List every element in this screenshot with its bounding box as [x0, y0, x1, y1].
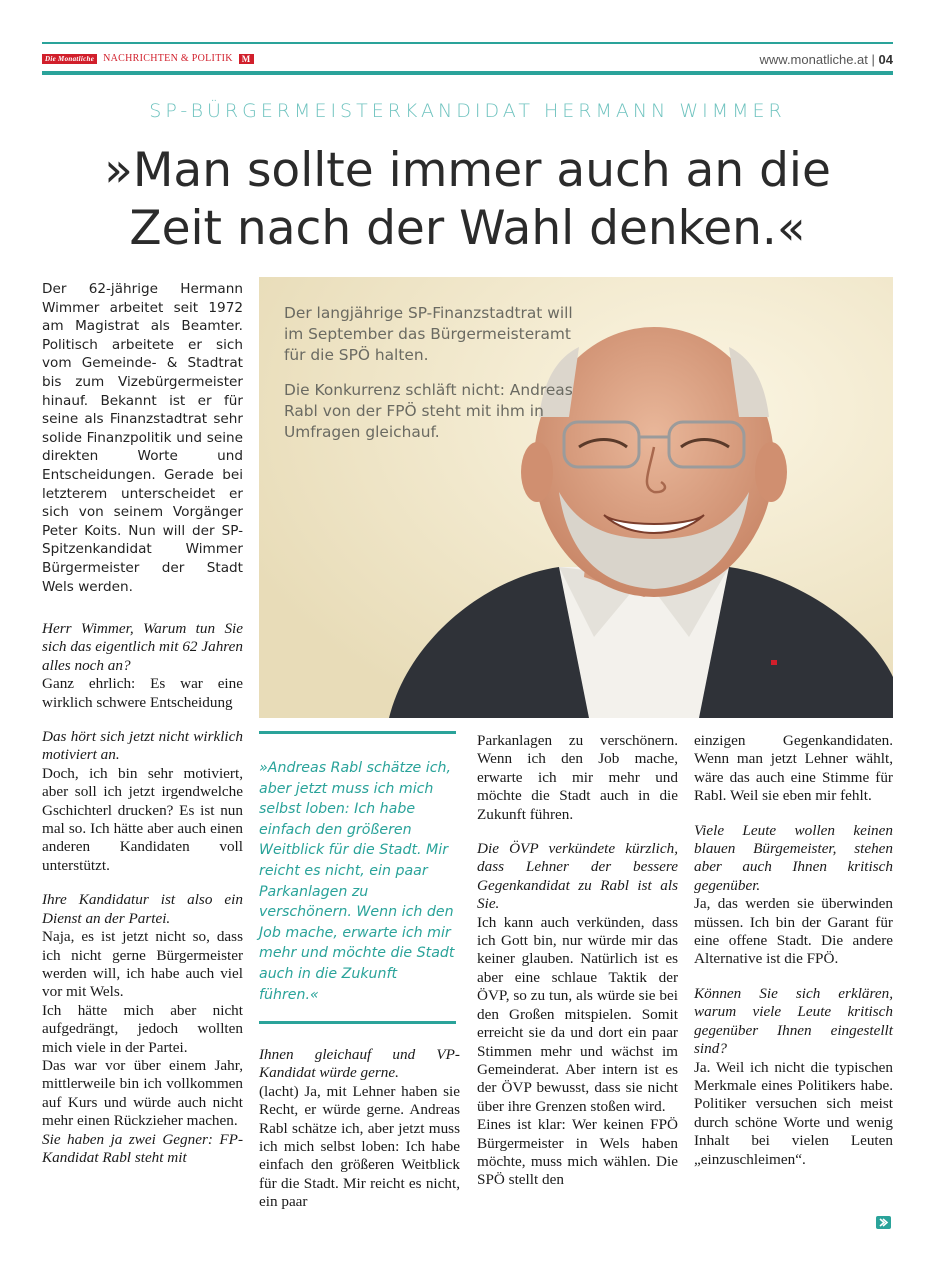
- answer: einzigen Gegenkandidaten. Wenn man jetzt Lehner wählt, wäre das auch eine Stimme für Rabl. Weil sie eben mir fehlt.: [694, 732, 893, 805]
- column-4: [694, 732, 893, 1169]
- answer: Parkanlagen zu verschönern. Wenn ich den Job mache, erwarte ich mir mehr und möchte die Stadt auch in die Zukunft führen.: [477, 732, 678, 823]
- pull-quote-rule-bottom: [259, 1021, 456, 1024]
- photo-caption: [284, 303, 574, 457]
- answer: Ganz ehrlich: Es war eine wirklich schwere Entscheidung: [42, 675, 243, 711]
- pull-quote: »Andreas Rabl schätze ich, aber jetzt muss ich mich selbst loben: Ich habe einfach den größeren Weitblick für die Stadt. Mir reicht es nicht, ein paar Parkanlagen zu verschönern. Wenn ich den Job mache, erwarte ich mir mehr und möchte die Stadt auch in die Zukunft führen.«: [259, 760, 455, 1003]
- column-2: [259, 1046, 460, 1212]
- section-label: NACHRICHTEN & POLITIK: [103, 53, 233, 64]
- answer: Ja, das werden sie überwinden müssen. Ich bin der Garant für eine offene Stadt. Die andere Alternative ist die FPÖ.: [694, 895, 893, 968]
- question: Herr Wimmer, Warum tun Sie sich das eigentlich mit 62 Jahren alles noch an?: [42, 620, 243, 674]
- question: Die ÖVP verkündete kürzlich, dass Lehner der bessere Gegenkandidat zu Rabl ist als Sie.: [477, 840, 678, 913]
- question: Das hört sich jetzt nicht wirklich motiviert an.: [42, 728, 243, 764]
- answer: Eines ist klar: Wer keinen FPÖ Bürgermeister in Wels haben möchte, muss mich wählen. Die SPÖ stellt den: [477, 1116, 678, 1189]
- question: Viele Leute wollen keinen blauen Bürgemeister, stehen aber auch Ihnen kritisch gegenüber.: [694, 821, 893, 894]
- answer: (lacht) Ja, mit Lehner haben sie Recht, er würde gerne. Andreas Rabl schätze ich, aber jetzt muss ich mich selbst loben: Ich habe einfach den größeren Weitblick für die Stadt. Mir reicht es nicht, ein paar: [259, 1082, 460, 1211]
- answer: Ich kann auch verkünden, dass ich Gott bin, nur würde mir das keiner glauben. Natürlich ist es aber eine schlaue Taktik der ÖVP, so zu tun, als würde sie bei den Großen mitspielen. Somit erreicht sie da und dort ein paar Stimmen mehr und wächst im Gemeinderat. Aber intern ist es der ÖVP bewusst, dass sie nicht über ihre Grenzen stoßen wird.: [477, 913, 678, 1115]
- caption-paragraph-1: Der langjährige SP-Finanzstadtrat will im September das Bürgermeisteramt für die SPÖ halten.: [284, 304, 573, 364]
- page-number: 04: [878, 52, 893, 67]
- question: Sie haben ja zwei Gegner: FP-Kandidat Rabl steht mit: [42, 1130, 243, 1166]
- column-1: [42, 620, 243, 1167]
- question: Ihre Kandidatur ist also ein Dienst an der Partei.: [42, 891, 243, 927]
- article-headline: [0, 142, 935, 258]
- m-badge: M: [239, 54, 254, 64]
- article-kicker: SP-BÜRGERMEISTERKANDIDAT HERMANN WIMMER: [149, 100, 786, 122]
- website-url: www.monatliche.at: [759, 52, 868, 67]
- headline-line-1: »Man sollte immer auch an die: [104, 143, 831, 198]
- caption-paragraph-2: Die Konkurrenz schläft nicht: Andreas Rabl von der FPÖ steht mit ihm in Umfragen gleichauf.: [284, 381, 573, 441]
- answer: Das war vor über einem Jahr, mittlerweile bin ich vollkommen auf Kurs und würde auch nicht mehr einen Rückzieher machen.: [42, 1056, 243, 1130]
- pull-quote-rule-top: [259, 731, 456, 734]
- answer: Ich hätte mich aber nicht aufgedrängt, jedoch wollten mich viele in der Partei.: [42, 1001, 243, 1056]
- article-lead: Der 62-jährige Hermann Wimmer arbeitet seit 1972 am Magistrat als Beamter. Politisch arbeitete er sich vom Gemeinde- & Stadtrat bis zum Vizebürgermeister hinauf. Bekannt ist er für seine als Finanzstadtrat sehr solide Finanzpolitik und seine direkten Worte und Entscheidungen. Gerade bei letzterem unterscheidet er sich von seinem Vorgänger Peter Koits. Nun will der SP-Spitzenkandidat Wimmer Bürgermeister der Stadt Wels werden.: [42, 281, 243, 595]
- headline-line-2: Zeit nach der Wahl denken.«: [129, 201, 806, 256]
- section-header: [42, 53, 254, 64]
- answer: Doch, ich bin sehr motiviert, aber soll ich jetzt irgendwelche Gschichterl drucken? Es ist nun mal so. Ich hätte aber auch einen anderen Kandidaten voll unterstützt.: [42, 764, 243, 874]
- page-meta: [760, 52, 894, 67]
- meta-separator: |: [871, 52, 875, 67]
- header-bottom-rule: [42, 71, 893, 75]
- question: Ihnen gleichauf und VP-Kandidat würde gerne.: [259, 1046, 460, 1082]
- answer: Naja, es ist jetzt nicht so, dass ich nicht gerne Bürgermeister werden will, ich habe auch viel vor mit Wels.: [42, 928, 243, 1001]
- question: Können Sie sich erklären, warum viele Leute kritisch gegenüber Ihnen eingestellt sind?: [694, 984, 893, 1058]
- magazine-logo: Die Monatliche: [42, 54, 97, 64]
- continue-arrow-icon: [876, 1216, 891, 1229]
- header-top-rule: [42, 42, 893, 44]
- answer: Ja. Weil ich nicht die typischen Merkmale eines Politikers habe. Politiker versuchen sich meist durch schöne Worte und wenig Inhalt bei vielen Leuten „einzuschleimen“.: [694, 1058, 893, 1168]
- column-3: [477, 732, 678, 1190]
